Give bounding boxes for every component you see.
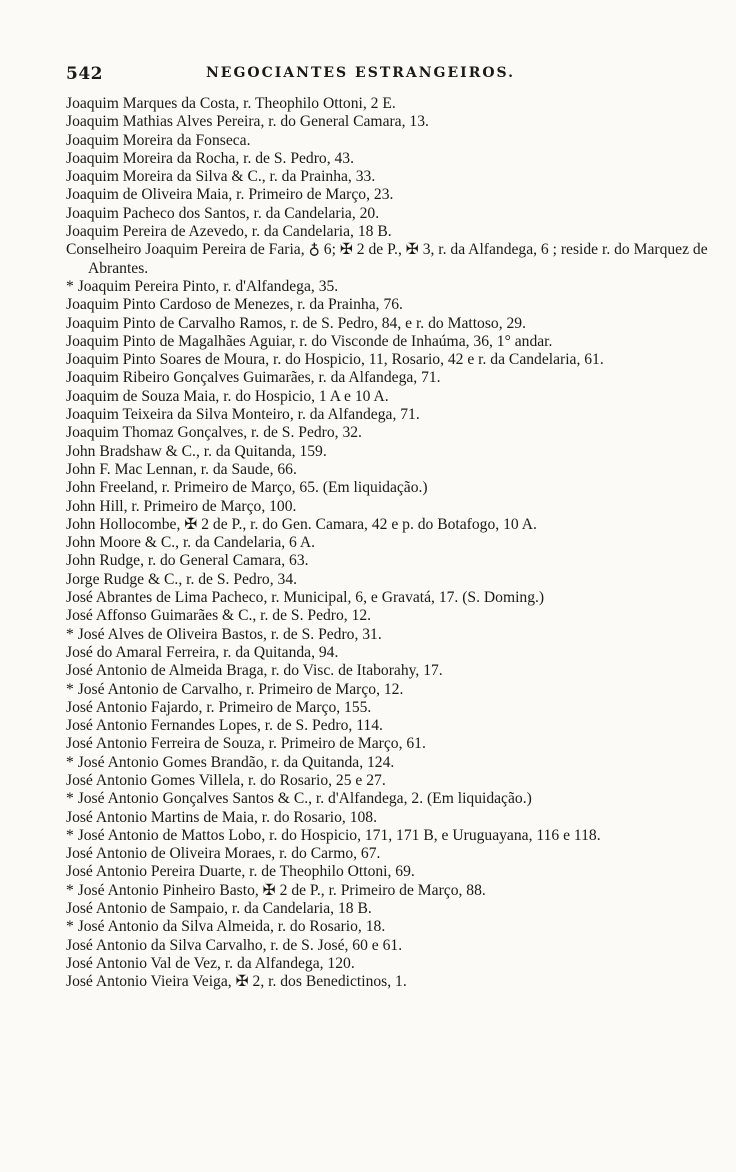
directory-entry: José Antonio Fajardo, r. Primeiro de Março, 155. (66, 698, 372, 716)
directory-entry: John Freeland, r. Primeiro de Março, 65. (Em liquidação.) (66, 479, 428, 497)
directory-entry: José Antonio de Oliveira Moraes, r. do Carmo, 67. (66, 845, 381, 863)
directory-entry: José Antonio de Almeida Braga, r. do Visc. de Itaborahy, 17. (66, 662, 443, 680)
page-number: 542 (66, 64, 103, 84)
directory-entry: José Antonio de Sampaio, r. da Candelaria, 18 B. (66, 900, 372, 918)
directory-entry: José Antonio da Silva Carvalho, r. de S. José, 60 e 61. (66, 936, 403, 954)
directory-entry: Joaquim Moreira da Silva & C., r. da Prainha, 33. (66, 168, 376, 186)
directory-entry: John Hollocombe, ✠ 2 de P., r. do Gen. Camara, 42 e p. do Botafogo, 10 A. (66, 515, 537, 533)
directory-entry: * Joaquim Pereira Pinto, r. d'Alfandega, 35. (66, 277, 339, 295)
directory-entry: Joaquim Teixeira da Silva Monteiro, r. da Alfandega, 71. (66, 406, 420, 424)
directory-entry: Jorge Rudge & C., r. de S. Pedro, 34. (66, 570, 298, 588)
directory-entry: José Antonio Martins de Maia, r. do Rosario, 108. (66, 808, 377, 826)
directory-entry: José Antonio Fernandes Lopes, r. de S. Pedro, 114. (66, 717, 383, 735)
directory-entry: * José Antonio de Mattos Lobo, r. do Hospicio, 171, 171 B, e Uruguayana, 116 e 118. (66, 826, 601, 844)
directory-entry: Joaquim Moreira da Rocha, r. de S. Pedro, 43. (66, 149, 354, 167)
directory-entry: John F. Mac Lennan, r. da Saude, 66. (66, 460, 297, 478)
directory-entry: José Antonio Pereira Duarte, r. de Theophilo Ottoni, 69. (66, 863, 415, 881)
directory-entry: Joaquim de Oliveira Maia, r. Primeiro de Março, 23. (66, 186, 394, 204)
directory-entry: José Affonso Guimarães & C., r. de S. Pedro, 12. (66, 607, 372, 625)
directory-entry: José Abrantes de Lima Pacheco, r. Municipal, 6, e Gravatá, 17. (S. Doming.) (66, 589, 545, 607)
directory-entry: Joaquim Mathias Alves Pereira, r. do General Camara, 13. (66, 113, 429, 131)
directory-entry: Joaquim Pereira de Azevedo, r. da Candelaria, 18 B. (66, 223, 392, 241)
directory-entry: Joaquim Marques da Costa, r. Theophilo Ottoni, 2 E. (66, 95, 396, 112)
directory-entry: Joaquim Ribeiro Gonçalves Guimarães, r. da Alfandega, 71. (66, 369, 441, 387)
directory-entry: Joaquim Thomaz Gonçalves, r. de S. Pedro, 32. (66, 424, 362, 442)
directory-entry: José Antonio Vieira Veiga, ✠ 2, r. dos Benedictinos, 1. (66, 973, 407, 991)
directory-entry: John Rudge, r. do General Camara, 63. (66, 552, 309, 570)
directory-entry: José Antonio Gomes Villela, r. do Rosario, 25 e 27. (66, 771, 386, 789)
directory-entry: Joaquim Pinto Soares de Moura, r. do Hospicio, 11, Rosario, 42 e r. da Candelaria, 61. (66, 351, 604, 369)
directory-entry: Conselheiro Joaquim Pereira de Faria, ♁ 6; ✠ 2 de P., ✠ 3, r. da Alfandega, 6 ; reside r. do Marquez de Abrantes. (66, 241, 708, 277)
directory-entry: * José Antonio Gonçalves Santos & C., r. d'Alfandega, 2. (Em liquidação.) (66, 790, 532, 808)
directory-entry: * José Antonio da Silva Almeida, r. do Rosario, 18. (66, 918, 386, 936)
directory-entry: José Antonio Val de Vez, r. da Alfandega, 120. (66, 954, 355, 972)
directory-entry: José do Amaral Ferreira, r. da Quitanda, 94. (66, 643, 339, 661)
directory-entry: * José Antonio Gomes Brandão, r. da Quitanda, 124. (66, 753, 395, 771)
directory-entry: John Bradshaw & C., r. da Quitanda, 159. (66, 442, 327, 460)
page-header (66, 64, 666, 88)
directory-entry: John Hill, r. Primeiro de Março, 100. (66, 497, 297, 515)
directory-entry: Joaquim Pinto de Carvalho Ramos, r. de S. Pedro, 84, e r. do Mattoso, 29. (66, 314, 526, 332)
directory-listing (66, 95, 718, 992)
directory-entry: Joaquim Pacheco dos Santos, r. da Candelaria, 20. (66, 204, 380, 222)
directory-entry: Joaquim de Souza Maia, r. do Hospicio, 1 A e 10 A. (66, 387, 389, 405)
directory-entry: Joaquim Pinto de Magalhães Aguiar, r. do Visconde de Inhaúma, 36, 1° andar. (66, 332, 553, 350)
directory-entry: * José Antonio Pinheiro Basto, ✠ 2 de P., r. Primeiro de Março, 88. (66, 881, 486, 899)
directory-entry: John Moore & C., r. da Candelaria, 6 A. (66, 534, 316, 552)
directory-entry: José Antonio Ferreira de Souza, r. Primeiro de Março, 61. (66, 735, 426, 753)
directory-entry: * José Antonio de Carvalho, r. Primeiro de Março, 12. (66, 680, 404, 698)
directory-entry: Joaquim Pinto Cardoso de Menezes, r. da Prainha, 76. (66, 296, 403, 314)
directory-entry: * José Alves de Oliveira Bastos, r. de S. Pedro, 31. (66, 625, 382, 643)
running-title: NEGOCIANTES ESTRANGEIROS. (206, 65, 516, 81)
directory-entry: Joaquim Moreira da Fonseca. (66, 131, 251, 149)
